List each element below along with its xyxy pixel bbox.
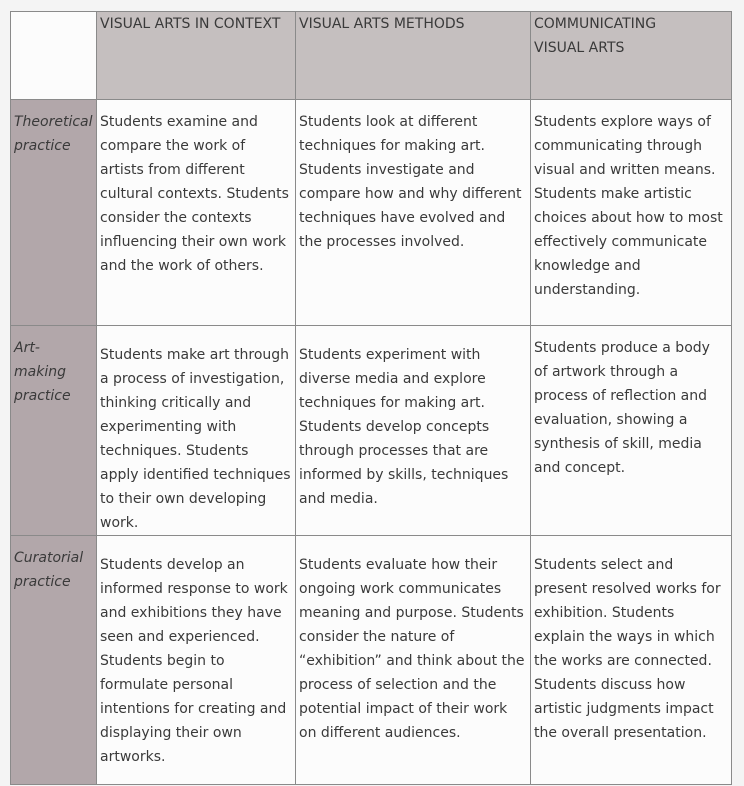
column-header-visual-arts-methods (296, 12, 531, 100)
column-header-visual-arts-in-context (97, 12, 296, 100)
visual-arts-practices-table (10, 11, 732, 785)
cell-text: Students look at different techniques for making art. Students investigate and compare how and why different techniques have evolved and the processes involved. (299, 114, 522, 250)
table-cell (296, 536, 531, 785)
column-header-label: VISUAL ARTS IN CONTEXT (100, 16, 281, 32)
table-cell (531, 100, 732, 326)
cell-text: Students evaluate how their ongoing work communicates meaning and purpose. Students consider the nature of “exhibition” and think about the process of selection and the potential impact of their work on different audiences. (299, 557, 525, 741)
row-header-label: Art- making practice (14, 340, 71, 404)
header-row (11, 12, 732, 100)
cell-text: Students develop an informed response to work and exhibitions they have seen and experienced. Students begin to formulate personal intentions for creating and displaying their own artworks. (100, 557, 288, 765)
corner-cell (11, 12, 97, 100)
row-header-label: Curatorial practice (14, 550, 84, 590)
table-cell (531, 536, 732, 785)
row-header-theoretical-practice (11, 100, 97, 326)
table-cell (97, 326, 296, 536)
cell-text: Students examine and compare the work of artists from different cultural contexts. Students consider the contexts influencing their own work and the work of others. (100, 114, 289, 274)
cell-text: Students experiment with diverse media and explore techniques for making art. Students develop concepts through processes that are informed by skills, techniques and media. (299, 347, 509, 507)
table-cell (296, 326, 531, 536)
cell-text: Students explore ways of communicating through visual and written means. Students make artistic choices about how to most effectively communicate knowledge and understanding. (534, 114, 723, 298)
column-header-label: VISUAL ARTS METHODS (299, 16, 465, 32)
table-cell (296, 100, 531, 326)
cell-text: Students make art through a process of investigation, thinking critically and experimenting with techniques. Students apply identified techniques to their own developing work. (100, 347, 291, 531)
table-row-theoretical-practice (11, 100, 732, 326)
row-header-label: Theoretical practice (14, 114, 93, 154)
row-header-curatorial-practice (11, 536, 97, 785)
table-cell (97, 536, 296, 785)
column-header-communicating-visual-arts (531, 12, 732, 100)
table-cell (531, 326, 732, 536)
cell-text: Students produce a body of artwork through a process of reflection and evaluation, showing a synthesis of skill, media and concept. (534, 340, 710, 476)
table-row-art-making-practice (11, 326, 732, 536)
table-cell (97, 100, 296, 326)
table-row-curatorial-practice (11, 536, 732, 785)
row-header-art-making-practice (11, 326, 97, 536)
cell-text: Students select and present resolved works for exhibition. Students explain the ways in which the works are connected. Students discuss how artistic judgments impact the overall presentation. (534, 557, 721, 741)
column-header-label: COMMUNICATING VISUAL ARTS (534, 16, 657, 56)
